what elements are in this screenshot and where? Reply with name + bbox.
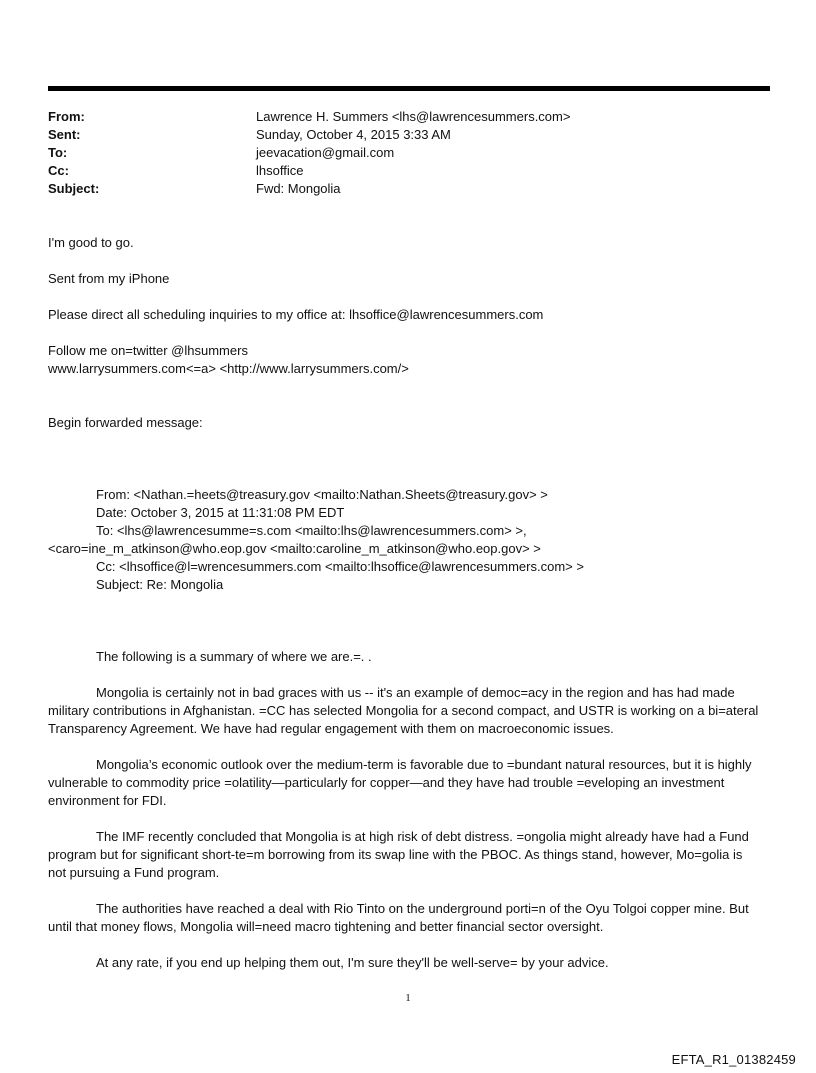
paragraph-graces: Mongolia is certainly not in bad graces with us -- it's an example of democ=acy in the region and has had made military contributions in Afghanistan. =CC has selected Mongolia for a second compact, and USTR is working on a bi=ateral Transparency Agreement. We have had regular engagement with them on macroeconomic issues. bbox=[48, 685, 759, 736]
fwd-to-continued: <caro=ine_m_atkinson@who.eop.gov <mailto:caroline_m_atkinson@who.eop.gov> > bbox=[48, 541, 541, 556]
subject-value: Fwd: Mongolia bbox=[256, 181, 341, 196]
document-id: EFTA_R1_01382459 bbox=[671, 1052, 796, 1067]
paragraph-imf: The IMF recently concluded that Mongolia is at high risk of debt distress. =ongolia might already have had a Fund program but for significant short-te=m borrowing from its swap line with the PBOC. As things stand, however, Mo=golia is not pursuing a Fund program. bbox=[48, 829, 749, 880]
page-number: 1 bbox=[405, 992, 411, 1004]
body-line-website: www.larrysummers.com<=a> <http://www.larrysummers.com/> bbox=[48, 361, 409, 376]
body-line-begin-forwarded: Begin forwarded message: bbox=[48, 415, 203, 430]
email-header bbox=[48, 108, 768, 198]
to-label: To: bbox=[48, 145, 68, 160]
fwd-subject: Subject: Re: Mongolia bbox=[96, 577, 224, 592]
cc-value: lhsoffice bbox=[256, 163, 304, 178]
fwd-cc: Cc: <lhsoffice@l=wrencesummers.com <mailto:lhsoffice@lawrencesummers.com> > bbox=[96, 559, 584, 574]
body-line-good-to-go: I'm good to go. bbox=[48, 235, 134, 250]
header-cc-row bbox=[48, 162, 768, 180]
body-line-twitter: Follow me on=twitter @lhsummers bbox=[48, 343, 248, 358]
paragraph-outlook: Mongolia’s economic outlook over the medium-term is favorable due to =bundant natural resources, but it is highly vulnerable to commodity price =olatility—particularly for copper—and they have had trouble =eveloping an investment environment for FDI. bbox=[48, 757, 752, 808]
from-label: From: bbox=[48, 109, 85, 124]
fwd-from: From: <Nathan.=heets@treasury.gov <mailto:Nathan.Sheets@treasury.gov> > bbox=[96, 487, 548, 502]
paragraph-advice: At any rate, if you end up helping them out, I'm sure they'll be well-serve= by your advice. bbox=[96, 955, 609, 970]
sent-label: Sent: bbox=[48, 127, 81, 142]
subject-label: Subject: bbox=[48, 181, 100, 196]
header-rule bbox=[48, 86, 770, 91]
sent-value: Sunday, October 4, 2015 3:33 AM bbox=[256, 127, 451, 142]
header-subject-row bbox=[48, 180, 768, 198]
cc-label: Cc: bbox=[48, 163, 69, 178]
fwd-to: To: <lhs@lawrencesumme=s.com <mailto:lhs@lawrencesummers.com> >, bbox=[96, 523, 527, 538]
body-line-scheduling: Please direct all scheduling inquiries to my office at: lhsoffice@lawrencesummers.com bbox=[48, 307, 544, 322]
paragraph-rio-tinto: The authorities have reached a deal with Rio Tinto on the underground porti=n of the Oyu Tolgoi copper mine. But until that money flows, Mongolia will=need macro tightening and better financial sector oversight. bbox=[48, 901, 749, 934]
header-from-row bbox=[48, 108, 768, 126]
fwd-date: Date: October 3, 2015 at 11:31:08 PM EDT bbox=[96, 505, 345, 520]
body-line-sent-from: Sent from my iPhone bbox=[48, 271, 170, 286]
to-value: jeevacation@gmail.com bbox=[256, 145, 395, 160]
header-to-row bbox=[48, 144, 768, 162]
header-sent-row bbox=[48, 126, 768, 144]
paragraph-summary: The following is a summary of where we are.=. . bbox=[96, 649, 372, 664]
from-value: Lawrence H. Summers <lhs@lawrencesummers.com> bbox=[256, 109, 571, 124]
